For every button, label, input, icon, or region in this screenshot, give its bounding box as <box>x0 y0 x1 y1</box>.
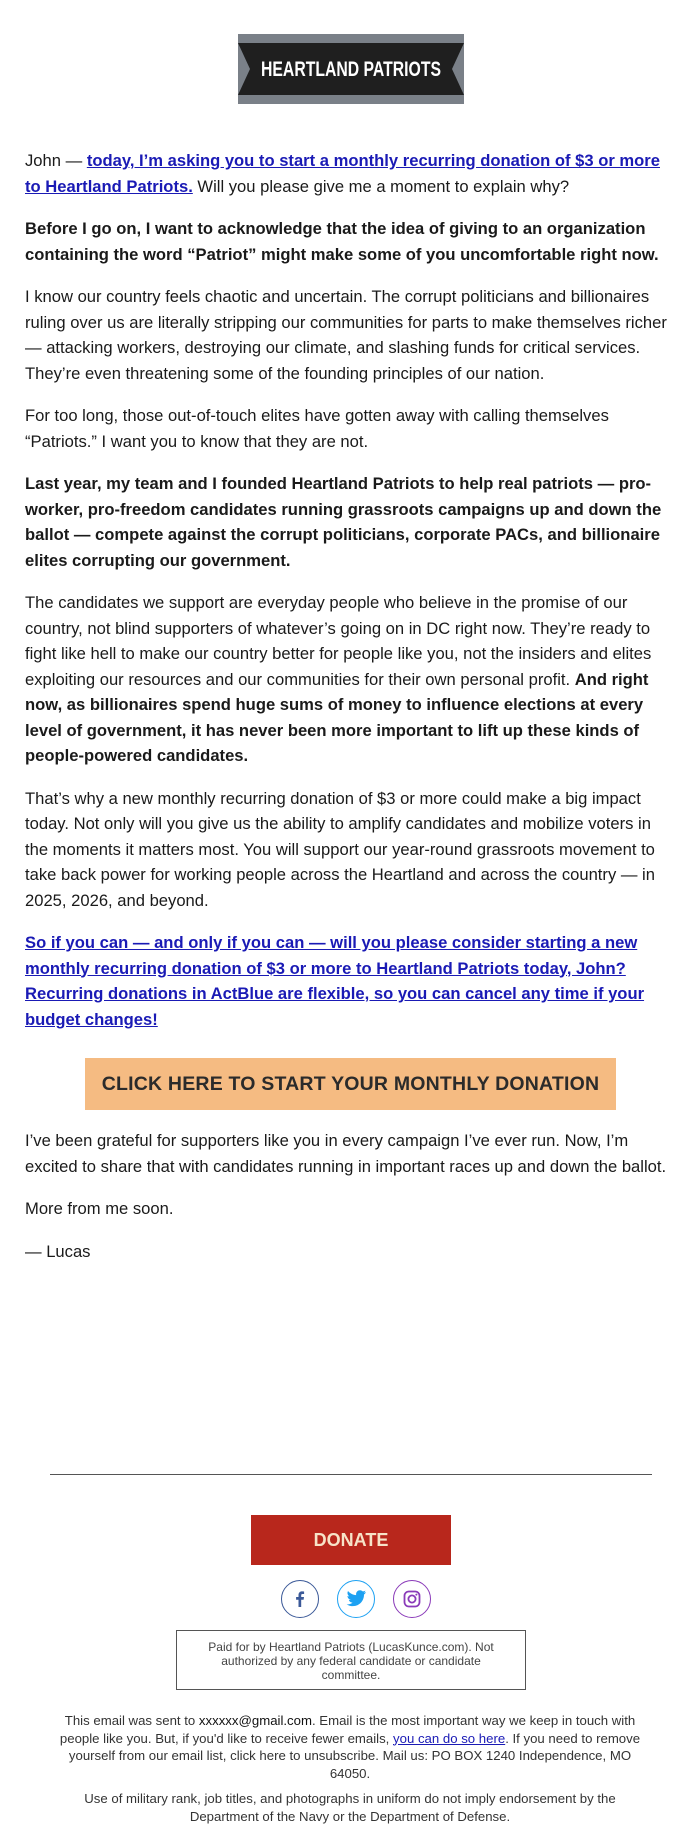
footer-email-notice <box>50 1712 650 1782</box>
more-soon-paragraph: More from me soon. <box>25 1199 174 1218</box>
intro-rest: Will you please give me a moment to explain why? <box>192 176 570 196</box>
signoff: — Lucas <box>25 1241 91 1261</box>
elites-paragraph: For too long, those out-of-touch elites have gotten away with calling themselves “Patriots.” I want you to know that they are not. <box>25 406 609 451</box>
recipient-email: xxxxxx@gmail.com <box>198 1713 312 1728</box>
twitter-icon <box>345 1589 367 1609</box>
facebook-icon <box>290 1589 310 1609</box>
impact-paragraph: That’s why a new monthly recurring donation of $3 or more could make a big impact today. Not only will you give us the ability to amplify candidates and mobilize voters in the moments it matters most. You will support our year-round grassroots movement to take back power for working people across the Heartland and across the country — in 2025, 2026, and beyond. <box>25 788 655 910</box>
sent-middle: . Email is the most important way we keep in touch with people like you. But, if you'd like to receive fewer emails, <box>59 1713 636 1746</box>
instagram-icon <box>402 1589 422 1609</box>
candidates-bold-text: And right now, as billionaires spend huge sums of money to influence elections at every level of government, it has never been more important to lift up these kinds of people-powered candidates. <box>25 669 649 765</box>
acknowledge-text: Before I go on, I want to acknowledge that the idea of giving to an organization containing the word “Patriot” might make some of you uncomfortable right now. <box>25 219 659 264</box>
footer-divider <box>50 1474 652 1475</box>
monthly-donation-link[interactable]: today, I’m asking you to start a monthly recurring donation of $3 or more to Heartland Patriots. <box>25 151 660 196</box>
acknowledge-paragraph <box>25 216 675 267</box>
donate-button[interactable]: DONATE <box>251 1515 451 1565</box>
closing-section <box>25 1128 675 1281</box>
paid-for-disclaimer: Paid for by Heartland Patriots (LucasKunce.com). Not authorized by any federal candidate or candidate committee. <box>176 1630 526 1690</box>
heartland-patriots-logo <box>238 34 464 104</box>
founding-text: Last year, my team and I founded Heartland Patriots to help real patriots — pro-worker, pro-freedom candidates running grassroots campaigns up and down the ballot — compete against the corrupt politicians, corporate PACs, and billionaire elites corrupting our government. <box>25 474 662 570</box>
grateful-paragraph: I’ve been grateful for supporters like you in every campaign I’ve ever run. Now, I’m excited to share that with candidates running in important races up and down the ballot. <box>25 1131 667 1176</box>
founding-paragraph <box>25 471 675 573</box>
ask-paragraph <box>25 930 675 1032</box>
recurring-donation-link[interactable]: So if you can — and only if you can — will you please consider starting a new monthly recurring donation of $3 or more to Heartland Patriots today, John? Recurring donations in ActBlue are flexible, so you can cancel any time if your budget changes! <box>25 933 645 1029</box>
intro-paragraph <box>25 148 675 199</box>
military-disclaimer: Use of military rank, job titles, and photographs in uniform do not imply endorsement by the Department of the Navy or the Department of Defense. <box>84 1791 616 1824</box>
fewer-emails-link[interactable]: you can do so here <box>393 1730 506 1746</box>
country-paragraph: I know our country feels chaotic and uncertain. The corrupt politicians and billionaires ruling over us are literally stripping our communities for parts to make themselves richer — attacking workers, destroying our climate, and slashing funds for critical services. They’re even threatening some of the founding principles of our nation. <box>25 287 667 383</box>
sent-prefix: This email was sent to <box>64 1713 199 1728</box>
candidates-text: The candidates we support are everyday people who believe in the promise of our country, not blind supporters of whatever’s going on in DC right now. They’re ready to fight like hell to make our country better for people like you, not the insiders and elites exploiting our resources and our communities for their own personal profit. <box>25 593 652 689</box>
candidates-paragraph <box>25 590 675 769</box>
email-body <box>25 148 675 1049</box>
greeting: John — <box>25 151 87 170</box>
facebook-link[interactable] <box>281 1580 319 1618</box>
unsubscribe-and-address: . If you need to remove yourself from our email list, click here to unsubscribe. Mail us: PO BOX 1240 Independence, MO 64050. <box>68 1730 641 1781</box>
twitter-link[interactable] <box>337 1580 375 1618</box>
instagram-link[interactable] <box>393 1580 431 1618</box>
logo-text: HEARTLAND PATRIOTS <box>261 58 441 81</box>
start-monthly-donation-button[interactable]: CLICK HERE TO START YOUR MONTHLY DONATION <box>85 1058 616 1110</box>
